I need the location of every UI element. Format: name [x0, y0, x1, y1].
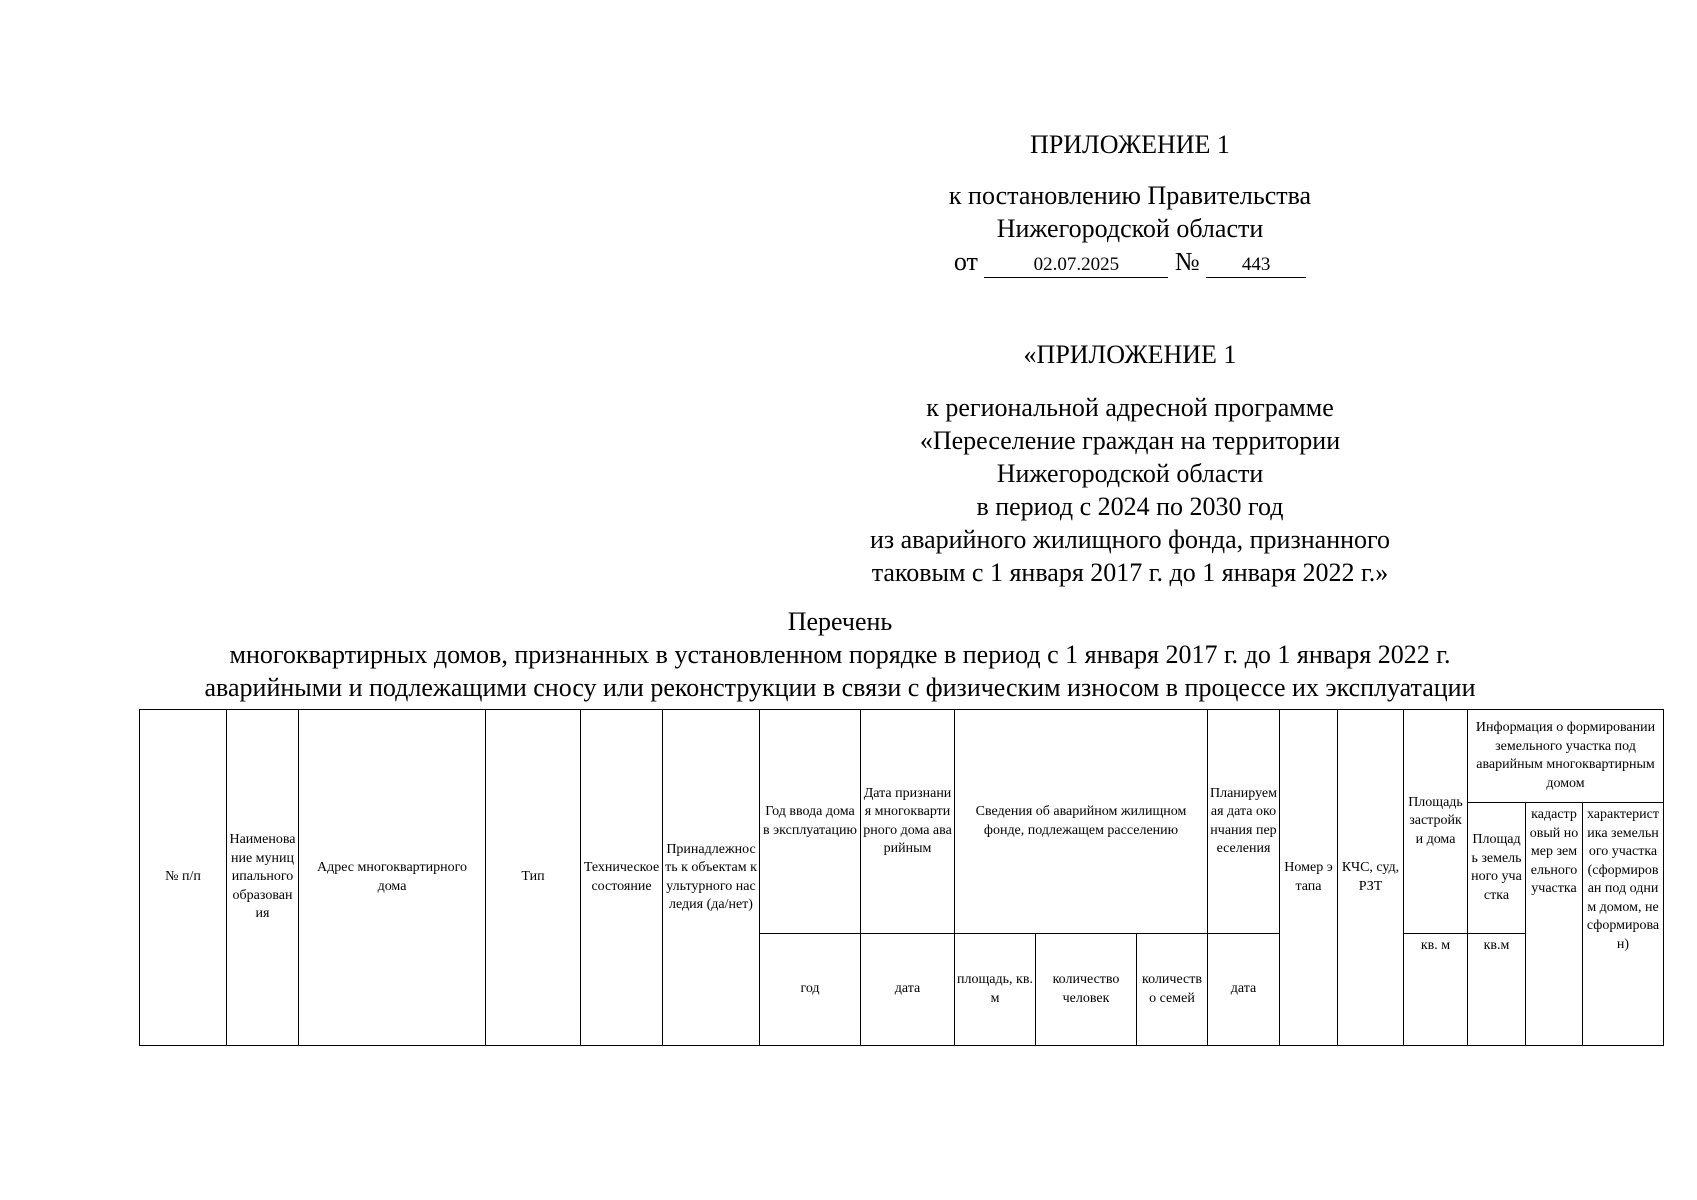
- header-year-unit: год: [760, 934, 861, 1046]
- header-land-area-unit: кв.м: [1468, 934, 1526, 1046]
- header-condition: Техническое состояние: [581, 710, 663, 1046]
- list-title-line-1: многоквартирных домов, признанных в установленном порядке в период с 1 января 2017 г. до 1 января 2022 г.: [229, 640, 1451, 669]
- program-line: «Переселение граждан на территории: [919, 426, 1341, 455]
- header-no: № п/п: [140, 710, 227, 1046]
- header-planned-date: Планируемая дата окончания переселения: [1208, 710, 1280, 934]
- list-title: [120, 605, 1560, 704]
- list-heading: Перечень: [787, 607, 893, 636]
- appendix-line-2: Нижегородской области: [996, 214, 1264, 243]
- header-land-group: Информация о формировании земельного участка под аварийным многоквартирным домом: [1468, 710, 1664, 803]
- number-label: №: [1174, 247, 1200, 276]
- header-people: количество человек: [1036, 934, 1137, 1046]
- header-kchs: КЧС, суд, РЗТ: [1338, 710, 1404, 1046]
- houses-table: [139, 709, 1664, 1046]
- header-families: количество семей: [1137, 934, 1208, 1046]
- header-area: площадь, кв.м: [955, 934, 1036, 1046]
- from-label: от: [953, 247, 978, 276]
- header-heritage: Принадлежность к объектам культурного наследия (да/нет): [663, 710, 760, 1046]
- program-line: Нижегородской области: [996, 459, 1264, 488]
- header-cadastral: кадастровый номер земельного участка: [1526, 803, 1583, 1046]
- header-land-area: Площадь земельного участка: [1468, 803, 1526, 934]
- header-municipality: Наименование муниципального образования: [227, 710, 299, 1046]
- appendix-title: ПРИЛОЖЕНИЕ 1: [1030, 130, 1230, 159]
- header-emergency-group: Сведения об аварийном жилищном фонде, подлежащем расселению: [955, 710, 1208, 934]
- header-type: Тип: [486, 710, 581, 1046]
- header-built-area-unit: кв. м: [1404, 934, 1468, 1046]
- program-line: в период с 2024 по 2030 год: [976, 492, 1284, 521]
- header-year: Год ввода дома в эксплуатацию: [760, 710, 861, 934]
- header-stage: Номер этапа: [1280, 710, 1338, 1046]
- program-header: [820, 338, 1440, 589]
- header-land-characteristic: характеристика земельного участка (сформирован под одним домом, не сформирован): [1583, 803, 1664, 1046]
- header-date-recognized-unit: дата: [861, 934, 955, 1046]
- resolution-number: 443: [1206, 253, 1306, 278]
- appendix-line-1: к постановлению Правительства: [948, 181, 1312, 210]
- resolution-date: 02.07.2025: [984, 253, 1168, 278]
- header-address: Адрес многоквартирного дома: [299, 710, 486, 1046]
- program-line: к региональной адресной программе: [926, 393, 1334, 422]
- program-appendix-title: «ПРИЛОЖЕНИЕ 1: [1023, 340, 1237, 369]
- program-line: таковым с 1 января 2017 г. до 1 января 2022 г.»: [871, 558, 1389, 587]
- header-date-recognized: Дата признания многоквартирного дома аварийным: [861, 710, 955, 934]
- header-built-area: Площадь застройки дома: [1404, 710, 1468, 934]
- header-planned-date-unit: дата: [1208, 934, 1280, 1046]
- list-title-line-2: аварийными и подлежащими сносу или реконструкции в связи с физическим износом в процессе их эксплуатации: [204, 673, 1476, 702]
- appendix-date-number-line: [900, 245, 1360, 278]
- program-line: из аварийного жилищного фонда, признанного: [869, 525, 1391, 554]
- appendix-header: [900, 128, 1360, 278]
